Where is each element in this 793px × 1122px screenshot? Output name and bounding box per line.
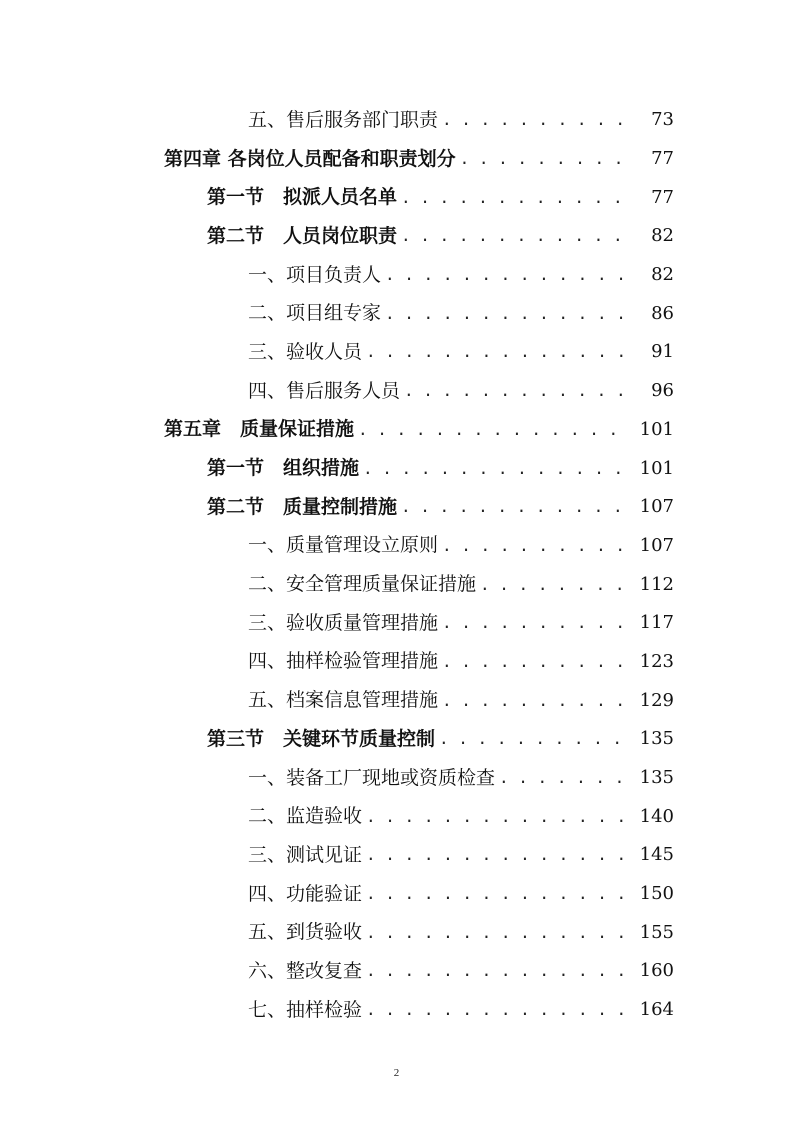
toc-entry-title: 一、质量管理设立原则 bbox=[248, 534, 439, 557]
toc-entry-page: 101 bbox=[639, 457, 674, 479]
toc-entry[interactable] bbox=[0, 217, 793, 256]
toc-entry[interactable] bbox=[0, 178, 793, 217]
toc-dot-leader bbox=[438, 112, 624, 128]
toc-entry-page: 140 bbox=[639, 805, 674, 827]
toc-entry-page: 117 bbox=[639, 612, 674, 634]
toc-dot-leader bbox=[359, 461, 624, 477]
toc-entry-page: 101 bbox=[639, 418, 674, 440]
toc-entry-title: 第二节 人员岗位职责 bbox=[207, 224, 398, 247]
toc-entry-page: 150 bbox=[639, 883, 674, 905]
toc-dot-leader bbox=[435, 731, 624, 747]
toc-dot-leader bbox=[362, 1002, 624, 1018]
toc-entry-title: 第三节 关键环节质量控制 bbox=[207, 727, 436, 750]
toc-entry[interactable] bbox=[0, 101, 793, 140]
toc-entry[interactable] bbox=[0, 604, 793, 643]
toc-entry-page: 155 bbox=[639, 921, 674, 943]
toc-entry-title: 五、档案信息管理措施 bbox=[248, 689, 439, 712]
toc-dot-leader bbox=[381, 267, 624, 283]
toc-entry[interactable] bbox=[0, 836, 793, 875]
toc-entry-title: 三、测试见证 bbox=[248, 843, 363, 866]
toc-entry[interactable] bbox=[0, 913, 793, 952]
toc-entry[interactable] bbox=[0, 372, 793, 411]
toc-dot-leader bbox=[354, 422, 624, 438]
toc-dot-leader bbox=[362, 809, 624, 825]
toc-dot-leader bbox=[456, 151, 624, 167]
toc-entry[interactable] bbox=[0, 449, 793, 488]
toc-entry-title: 一、项目负责人 bbox=[248, 263, 382, 286]
toc-entry-title: 第五章 质量保证措施 bbox=[164, 418, 355, 441]
toc-entry-title: 二、项目组专家 bbox=[248, 302, 382, 325]
toc-entry-page: 123 bbox=[639, 650, 674, 672]
toc-entry-page: 91 bbox=[651, 341, 674, 363]
toc-entry-title: 五、售后服务部门职责 bbox=[248, 108, 439, 131]
toc-entry[interactable] bbox=[0, 527, 793, 566]
toc-entry-title: 五、到货验收 bbox=[248, 921, 363, 944]
toc-entry[interactable] bbox=[0, 875, 793, 914]
toc-entry[interactable] bbox=[0, 140, 793, 179]
toc-entry[interactable] bbox=[0, 991, 793, 1030]
toc-dot-leader bbox=[400, 383, 624, 399]
toc-dot-leader bbox=[438, 538, 624, 554]
toc-dot-leader bbox=[397, 190, 624, 206]
toc-entry-page: 160 bbox=[639, 960, 674, 982]
toc-entry-page: 96 bbox=[651, 380, 674, 402]
toc-entry-title: 二、安全管理质量保证措施 bbox=[248, 573, 477, 596]
toc-entry-page: 135 bbox=[639, 728, 674, 750]
toc-dot-leader bbox=[362, 344, 624, 360]
toc-entry-title: 第二节 质量控制措施 bbox=[207, 495, 398, 518]
toc-dot-leader bbox=[438, 654, 624, 670]
toc-entry-page: 107 bbox=[639, 496, 674, 518]
toc-entry[interactable] bbox=[0, 565, 793, 604]
toc-dot-leader bbox=[438, 615, 624, 631]
toc-entry-page: 164 bbox=[639, 999, 674, 1021]
toc-entry-title: 一、装备工厂现地或资质检查 bbox=[248, 766, 496, 789]
toc-entry-page: 77 bbox=[651, 148, 674, 170]
toc-entry-page: 73 bbox=[651, 109, 674, 131]
toc-dot-leader bbox=[397, 499, 624, 515]
toc-entry-page: 145 bbox=[639, 844, 674, 866]
toc-dot-leader bbox=[362, 963, 624, 979]
toc-dot-leader bbox=[362, 886, 624, 902]
toc-entry[interactable] bbox=[0, 952, 793, 991]
toc-entry-title: 四、功能验证 bbox=[248, 882, 363, 905]
toc-entry-page: 86 bbox=[651, 302, 674, 324]
toc-entry-title: 三、验收质量管理措施 bbox=[248, 611, 439, 634]
toc-dot-leader bbox=[381, 306, 624, 322]
toc-entry-title: 四、抽样检验管理措施 bbox=[248, 650, 439, 673]
toc-entry-title: 第一节 组织措施 bbox=[207, 457, 360, 480]
toc-entry-title: 第一节 拟派人员名单 bbox=[207, 186, 398, 209]
toc-dot-leader bbox=[476, 577, 624, 593]
toc-dot-leader bbox=[362, 847, 624, 863]
toc-entry-page: 82 bbox=[651, 264, 674, 286]
toc-entry[interactable] bbox=[0, 759, 793, 798]
toc-dot-leader bbox=[397, 228, 624, 244]
toc-entry-title: 四、售后服务人员 bbox=[248, 379, 401, 402]
toc-entry-title: 六、整改复查 bbox=[248, 959, 363, 982]
toc-dot-leader bbox=[495, 770, 624, 786]
toc-dot-leader bbox=[362, 925, 624, 941]
toc-entry[interactable] bbox=[0, 294, 793, 333]
toc-entry-title: 二、监造验收 bbox=[248, 805, 363, 828]
toc-entry-title: 七、抽样检验 bbox=[248, 998, 363, 1021]
toc-entry-title: 三、验收人员 bbox=[248, 340, 363, 363]
toc-entry-page: 77 bbox=[651, 186, 674, 208]
toc-entry-page: 107 bbox=[639, 534, 674, 556]
toc-entry-page: 129 bbox=[639, 689, 674, 711]
toc-dot-leader bbox=[438, 693, 624, 709]
toc-entry[interactable] bbox=[0, 720, 793, 759]
toc-entry[interactable] bbox=[0, 797, 793, 836]
toc-entry[interactable] bbox=[0, 643, 793, 682]
toc-entry[interactable] bbox=[0, 333, 793, 372]
toc-entry[interactable] bbox=[0, 411, 793, 450]
toc-entry-page: 135 bbox=[639, 767, 674, 789]
toc-entry[interactable] bbox=[0, 256, 793, 295]
toc-entry-title: 第四章 各岗位人员配备和职责划分 bbox=[164, 147, 456, 170]
toc-entry-page: 82 bbox=[651, 225, 674, 247]
page-number: 2 bbox=[393, 1067, 400, 1079]
toc-entry-page: 112 bbox=[639, 573, 674, 595]
toc-entry[interactable] bbox=[0, 681, 793, 720]
table-of-contents bbox=[0, 101, 793, 1030]
toc-entry[interactable] bbox=[0, 488, 793, 527]
